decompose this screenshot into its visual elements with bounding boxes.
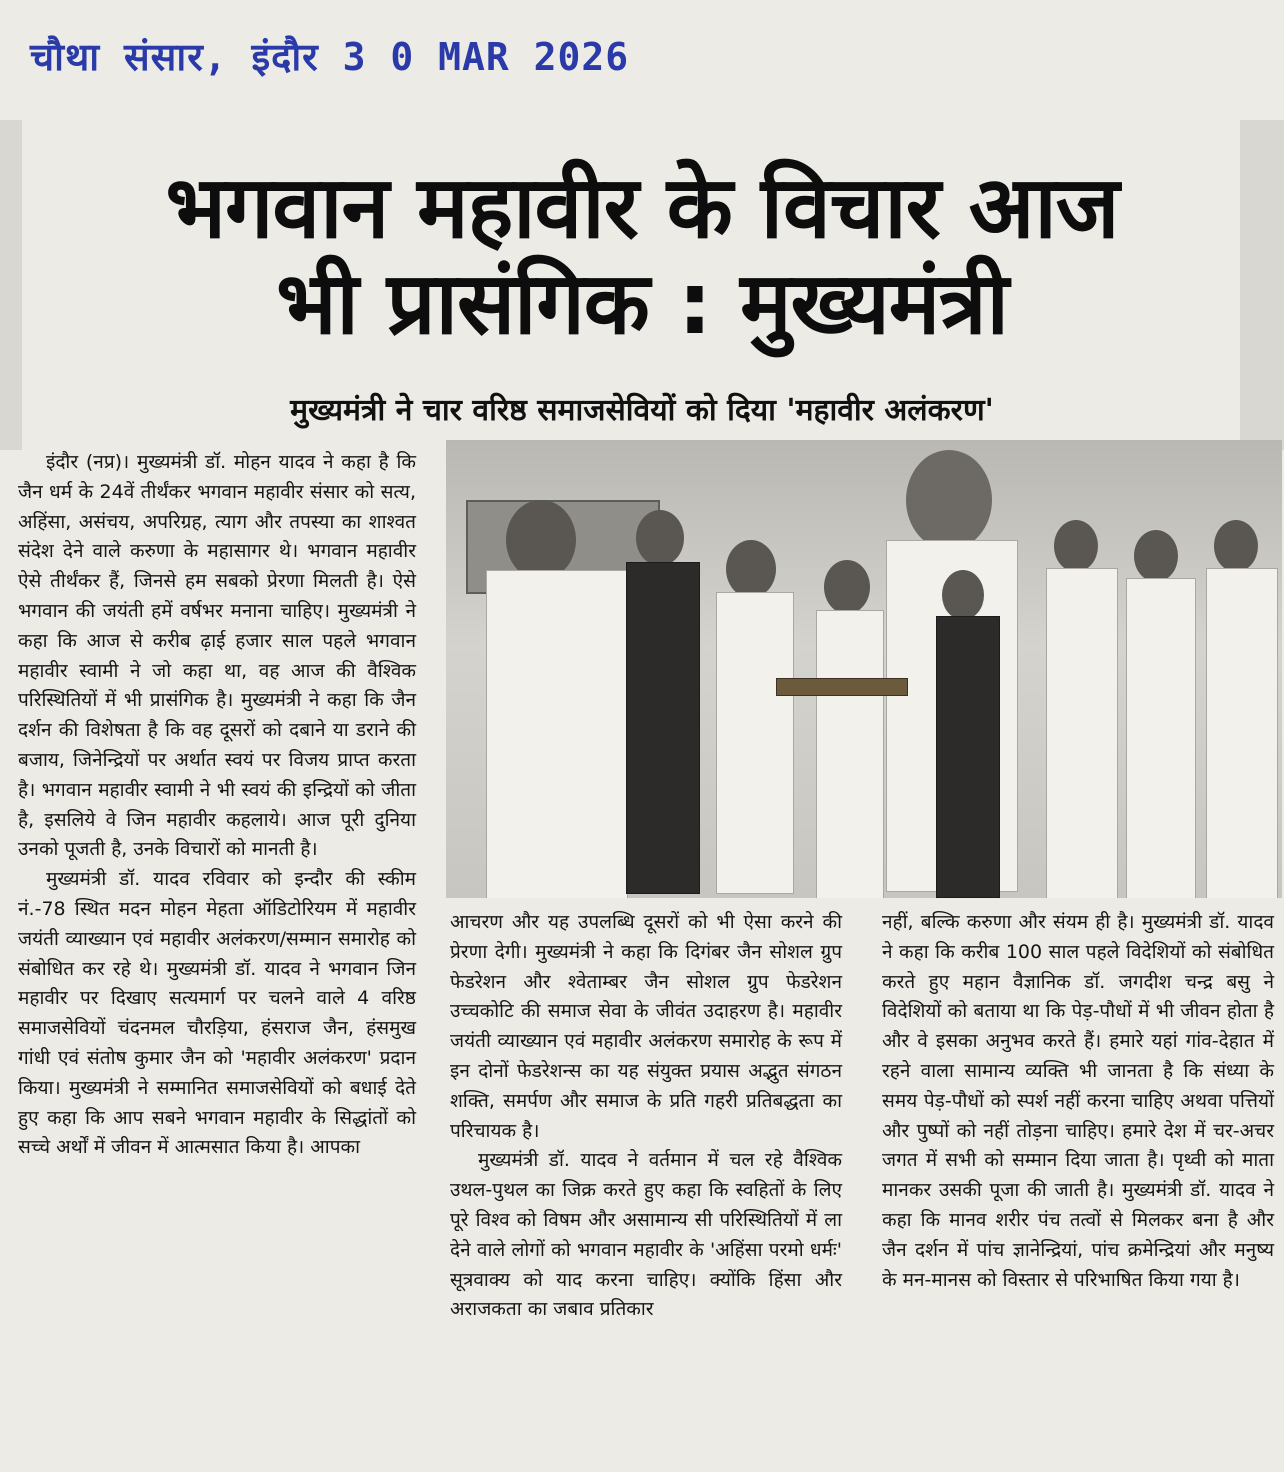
ceremony-photo: [446, 440, 1282, 898]
subheadline: मुख्यमंत्री ने चार वरिष्ठ समाजसेवियों को दिया 'महावीर अलंकरण': [290, 393, 994, 428]
award-plaque: [776, 678, 908, 696]
stamp-publication: चौथा संसार, इंदौर: [30, 35, 319, 79]
stamp-date: 3 0 MAR 2026: [342, 35, 630, 79]
article-column-3: [882, 908, 1274, 1295]
article-paragraph: मुख्यमंत्री डॉ. यादव ने वर्तमान में चल रहे वैश्विक उथल-पुथल का जिक्र करते हुए कहा कि स्वहितों के लिए पूरे विश्व को विषम और असामान्य सी परिस्थितियों में ला देने वाले लोगों को भगवान महावीर के 'अहिंसा परमो धर्मः' सूत्रवाक्य को याद करना चाहिए। क्योंकि हिंसा और अराजकता का जबाव प्रतिकार: [450, 1149, 842, 1321]
article-paragraph: आचरण और यह उपलब्धि दूसरों को भी ऐसा करने की प्रेरणा देगी। मुख्यमंत्री ने कहा कि दिगंबर जैन सोशल ग्रुप फेडरेशन और श्वेताम्बर जैन सोशल ग्रुप फेडरेशन उच्चकोटि की समाज सेवा के जीवंत उदाहरण है। महावीर जयंती व्याख्यान एवं महावीर अलंकरण समारोह के रूप में इन दोनों फेडरेशन्स का यह संयुक्त प्रयास अद्भुत संगठन शक्ति, समर्पण और समाज के प्रति गहरी प्रतिबद्धता का परिचायक है।: [450, 911, 842, 1142]
article-paragraph: नहीं, बल्कि करुणा और संयम ही है। मुख्यमंत्री डॉ. यादव ने कहा कि करीब 100 साल पहले विदेशियों को संबोधित करते हुए महान वैज्ञानिक डॉ. जगदीश चन्द्र बसु ने विदेशियों को बताया था कि पेड़-पौधों में भी जीवन होता है और वे इसका अनुभव करते हैं। हमारे यहां गांव-देहात में रहने वाला सामान्य व्यक्ति भी जानता है कि संध्या के समय पेड़-पौधों को स्पर्श नहीं करना चाहिए अथवा पत्तियों और पुष्पों को नहीं तोड़ना चाहिए। हमारे देश में चर-अचर जगत में सभी को सम्मान दिया जाता है। पृथ्वी को माता मानकर उसकी पूजा की जाती है। मुख्यमंत्री डॉ. यादव ने कहा कि मानव शरीर पंच तत्वों से मिलकर बना है और जैन दर्शन में पांच ज्ञानेन्द्रियां, पांच क्रमेन्द्रियां और मनुष्य के मन-मानस को विस्तार से परिभाषित किया गया है।: [882, 911, 1274, 1291]
headline-line-1: भगवान महावीर के विचार आज: [165, 158, 1119, 258]
article-column-2: [450, 908, 842, 1325]
date-stamp: [30, 30, 629, 82]
article-column-1: [18, 448, 416, 1163]
article-paragraph: इंदौर (नप्र)। मुख्यमंत्री डॉ. मोहन यादव ने कहा है कि जैन धर्म के 24वें तीर्थंकर भगवान महावीर संसार को सत्य, अहिंसा, असंचय, अपरिग्रह, त्याग और तपस्या का शाश्वत संदेश देने वाले करुणा के महासागर थे। भगवान महावीर ऐसे तीर्थंकर हैं, जिनसे हम सबको प्रेरणा मिलती है। ऐसे भगवान की जयंती हमें वर्षभर मनाना चाहिए। मुख्यमंत्री ने कहा कि आज से करीब ढ़ाई हजार साल पहले भगवान महावीर स्वामी ने जो कहा था, वह आज की वैश्विक परिस्थितियों में भी प्रासंगिक है। मुख्यमंत्री ने कहा कि जैन दर्शन की विशेषता है कि वह दूसरों को दबाने या डराने की बजाय, जिनेन्द्रियों पर अर्थात स्वयं पर विजय प्राप्त करता है। भगवान महावीर स्वामी ने भी स्वयं की इन्द्रियों को जीता है, इसलिये वे जिन महावीर कहलाये। आज पूरी दुनिया उनको पूजती है, उनके विचारों को मानती है।: [18, 451, 416, 861]
headline: [0, 160, 1284, 352]
headline-line-2: भी प्रासंगिक : मुख्यमंत्री: [276, 254, 1008, 354]
article-paragraph: मुख्यमंत्री डॉ. यादव रविवार को इन्दौर की स्कीम नं.-78 स्थित मदन मोहन मेहता ऑडिटोरियम में महावीर जयंती व्याख्यान एवं महावीर अलंकरण/सम्मान समारोह को संबोधित कर रहे थे। मुख्यमंत्री डॉ. यादव ने भगवान जिन महावीर पर दिखाए सत्यमार्ग पर चलने वाले 4 वरिष्ठ समाजसेवियों चंदनमल चौरड़िया, हंसराज जैन, हंसमुख गांधी एवं संतोष कुमार जैन को 'महावीर अलंकरण' प्रदान किया। मुख्यमंत्री ने सम्मानित समाजसेवियों को बधाई देते हुए कहा कि आप सबने भगवान महावीर के सिद्धांतों को सच्चे अर्थों में जीवन में आत्मसात किया है। आपका: [18, 868, 416, 1159]
